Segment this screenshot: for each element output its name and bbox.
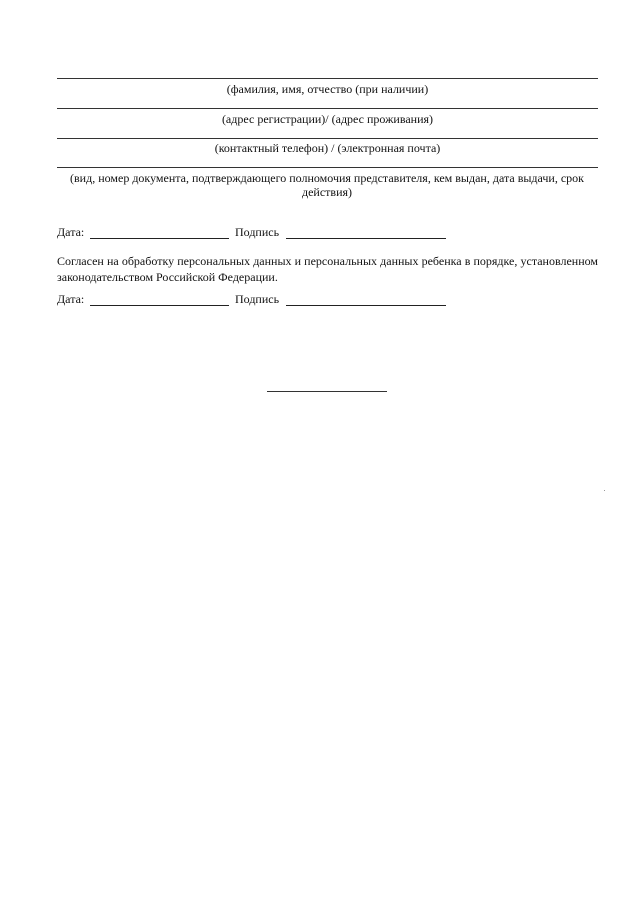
second-signature-row	[57, 292, 598, 308]
fio-line	[57, 78, 598, 79]
signature-label: Подпись	[235, 292, 280, 306]
consent-paragraph: Согласен на обработку персональных данных и персональных данных ребенка в порядке, установленном законодательством Российской Федерации.	[57, 254, 598, 284]
scan-speck	[604, 490, 605, 491]
date-field[interactable]	[90, 238, 229, 239]
date-label: Дата:	[57, 292, 85, 306]
document-line	[57, 167, 598, 168]
address-line	[57, 108, 598, 109]
fio-caption: (фамилия, имя, отчество (при наличии)	[226, 82, 429, 96]
date-label: Дата:	[57, 225, 85, 239]
address-caption: (адрес регистрации)/ (адрес проживания)	[221, 112, 434, 126]
signature-label: Подпись	[235, 225, 280, 239]
closing-separator-line	[267, 391, 387, 392]
contacts-line	[57, 138, 598, 139]
signature-field[interactable]	[286, 305, 446, 306]
date-field[interactable]	[90, 305, 229, 306]
first-signature-row	[57, 225, 598, 241]
document-caption: (вид, номер документа, подтверждающего полномочия представителя, кем выдан, дата выдачи, срок действия)	[70, 171, 584, 199]
signature-field[interactable]	[286, 238, 446, 239]
contacts-caption: (контактный телефон) / (электронная почта)	[214, 141, 441, 155]
